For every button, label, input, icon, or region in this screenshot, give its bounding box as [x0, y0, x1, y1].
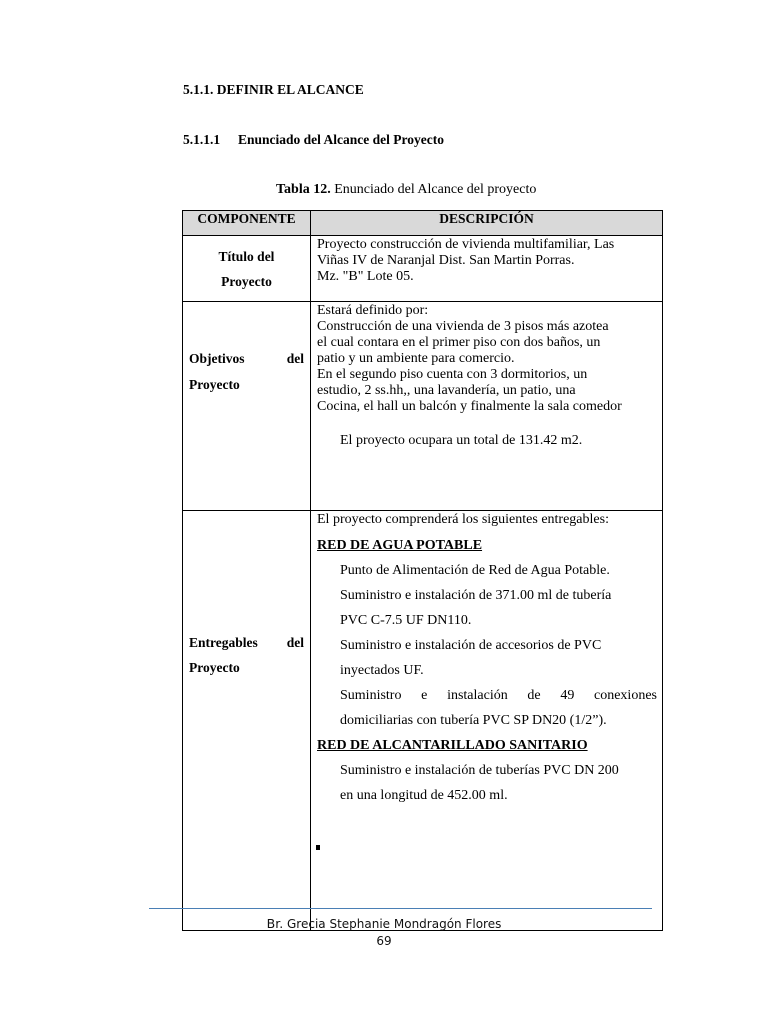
desc-line: Construcción de una vivienda de 3 pisos más azotea	[317, 319, 609, 334]
desc-line: En el segundo piso cuenta con 3 dormitorios, un	[317, 367, 588, 382]
subsection-title: Enunciado del Alcance del Proyecto	[238, 132, 444, 147]
deliverable-item: PVC C-7.5 UF DN110.	[340, 613, 472, 628]
desc-line: Estará definido por:	[317, 303, 429, 318]
section-heading: 5.1.1. DEFINIR EL ALCANCE	[183, 82, 364, 97]
desc-line: estudio, 2 ss.hh,, una lavandería, un patio, una	[317, 383, 576, 398]
justified-word: de	[527, 688, 541, 703]
deliverable-item: Suministro e instalación de 371.00 ml de tubería	[340, 588, 612, 603]
caption-text: Enunciado del Alcance del proyecto	[330, 182, 537, 197]
table-row-entregables	[183, 511, 663, 931]
table-caption	[276, 182, 536, 198]
header-description: DESCRIPCIÓN	[311, 211, 663, 236]
component-word: del	[286, 351, 304, 366]
justified-word: e	[421, 688, 428, 703]
description-entregables	[311, 511, 663, 931]
deliverable-item: Suministro e instalación de accesorios de PVC	[340, 638, 602, 653]
component-titulo	[183, 236, 311, 302]
component-word: Entregables	[189, 635, 258, 650]
section-sewer-network: RED DE ALCANTARILLADO SANITARIO	[317, 738, 588, 753]
caption-label: Tabla 12.	[276, 182, 331, 197]
deliverable-item: Punto de Alimentación de Red de Agua Potable.	[340, 563, 610, 578]
component-objetivos-line1	[189, 346, 304, 372]
justified-word: Suministro	[340, 688, 402, 703]
component-titulo-line1: Título del	[218, 249, 275, 264]
footer-divider	[149, 908, 652, 909]
table-row-objetivos	[183, 302, 663, 511]
subsection-heading	[183, 132, 444, 148]
deliverable-item-justified	[317, 683, 657, 708]
table-row-titulo	[183, 236, 663, 302]
footer-prefix: Br.	[266, 916, 284, 931]
subsection-number: 5.1.1.1	[183, 132, 221, 147]
table-header-row	[183, 211, 663, 236]
justified-word: conexiones	[594, 688, 657, 703]
desc-line: Mz. "B" Lote 05.	[317, 269, 414, 284]
desc-line: Viñas IV de Naranjal Dist. San Martin Porras.	[317, 253, 575, 268]
footer-author	[0, 916, 768, 931]
component-entregables-line2: Proyecto	[189, 660, 240, 675]
desc-line: patio y un ambiente para comercio.	[317, 351, 515, 366]
component-objetivos	[183, 302, 311, 511]
description-objetivos	[311, 302, 663, 511]
component-entregables	[183, 511, 311, 931]
justified-word: 49	[560, 688, 575, 703]
deliverable-item: inyectados UF.	[340, 663, 424, 678]
component-entregables-line1	[189, 630, 304, 655]
deliverable-item: en una longitud de 452.00 ml.	[340, 788, 508, 803]
desc-line: el cual contara en el primer piso con dos baños, un	[317, 335, 601, 350]
scope-table	[182, 210, 663, 931]
desc-line: Cocina, el hall un balcón y finalmente la sala comedor	[317, 399, 622, 414]
description-titulo	[311, 236, 663, 302]
component-word: Objetivos	[189, 351, 245, 366]
stray-bullet-mark	[316, 845, 320, 850]
page-number: 69	[376, 934, 392, 948]
component-titulo-line2: Proyecto	[221, 274, 272, 289]
section-water-network: RED DE AGUA POTABLE	[317, 538, 483, 553]
header-component: COMPONENTE	[183, 211, 311, 236]
project-area-total: El proyecto ocupara un total de 131.42 m2.	[340, 433, 583, 448]
component-objetivos-line2: Proyecto	[189, 377, 240, 392]
deliverable-item: domiciliarias con tubería PVC SP DN20 (1/2”).	[340, 713, 607, 728]
component-word: del	[286, 635, 304, 650]
deliverable-item: Suministro e instalación de tuberías PVC DN 200	[340, 763, 619, 778]
desc-line: Proyecto construcción de vivienda multifamiliar, Las	[317, 237, 615, 252]
justified-word: instalación	[447, 688, 508, 703]
deliverables-intro: El proyecto comprenderá los siguientes entregables:	[317, 512, 609, 527]
footer-author-name: Grecia Stephanie Mondragón Flores	[283, 917, 502, 931]
